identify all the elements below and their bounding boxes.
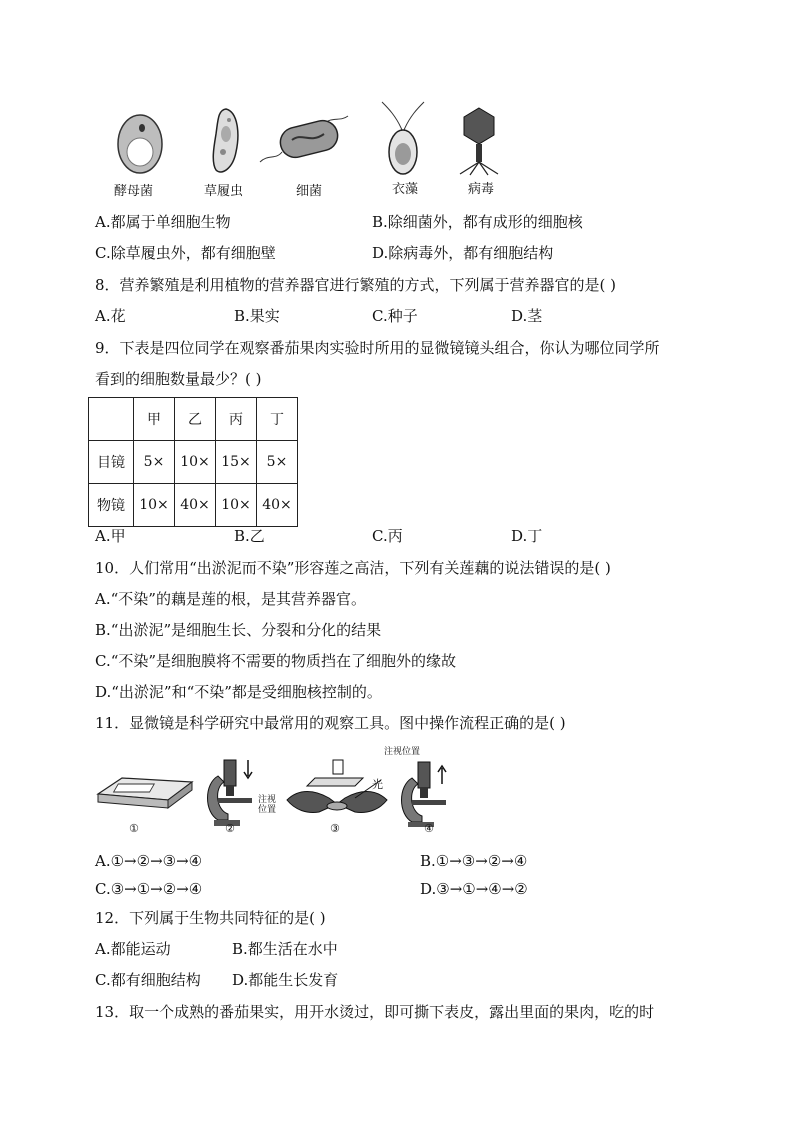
table-cell: 目镜 bbox=[89, 441, 134, 484]
table-header-row bbox=[89, 398, 298, 441]
q12-option-c: C.都有细胞结构 bbox=[95, 971, 201, 989]
q7-option-c: C.除草履虫外，都有细胞壁 bbox=[95, 244, 276, 262]
q7-option-a: A.都属于单细胞生物 bbox=[95, 213, 231, 231]
q9-stem-line2: 看到的细胞数量最少？( ) bbox=[95, 370, 262, 388]
q8-option-b: B.果实 bbox=[234, 307, 280, 325]
step-number-1: ① bbox=[129, 822, 139, 835]
virus-image bbox=[452, 106, 506, 176]
light-label: 光 bbox=[372, 778, 383, 791]
q10-option-d: D.“出淤泥”和“不染”都是受细胞核控制的。 bbox=[95, 683, 382, 701]
q8-stem: 8．营养繁殖是利用植物的营养器官进行繁殖的方式，下列属于营养器官的是( ) bbox=[95, 276, 617, 294]
table-cell: 15× bbox=[216, 441, 257, 484]
table-cell: 丁 bbox=[257, 398, 298, 441]
step4-microscope-image bbox=[394, 760, 452, 828]
step-number-3: ③ bbox=[330, 822, 340, 835]
table-cell: 40× bbox=[175, 484, 216, 527]
q9-option-b: B.乙 bbox=[234, 527, 265, 545]
yeast-image bbox=[114, 112, 166, 176]
q11-option-a: A.①→②→③→④ bbox=[95, 852, 203, 870]
watch-position-label-4: 注视位置 bbox=[384, 747, 421, 757]
q10-option-a: A.“不染”的藕是莲的根，是其营养器官。 bbox=[95, 590, 366, 608]
q7-option-d: D.除病毒外，都有细胞结构 bbox=[372, 244, 554, 262]
table-cell: 10× bbox=[134, 484, 175, 527]
table-row bbox=[89, 441, 298, 484]
q13-stem: 13．取一个成熟的番茄果实，用开水烫过，即可撕下表皮，露出里面的果肉，吃的时 bbox=[95, 1003, 655, 1021]
table-cell bbox=[89, 398, 134, 441]
table-cell: 5× bbox=[134, 441, 175, 484]
q11-stem: 11．显微镜是科学研究中最常用的观察工具。图中操作流程正确的是( ) bbox=[95, 714, 566, 732]
step-number-2: ② bbox=[225, 822, 235, 835]
organism-label-yeast: 酵母菌 bbox=[114, 184, 154, 199]
q12-option-b: B.都生活在水中 bbox=[232, 940, 338, 958]
q10-option-c: C.“不染”是细胞膜将不需要的物质挡在了细胞外的缘故 bbox=[95, 652, 457, 670]
table-cell: 乙 bbox=[175, 398, 216, 441]
q8-option-c: C.种子 bbox=[372, 307, 418, 325]
organism-label-paramecium: 草履虫 bbox=[204, 184, 244, 199]
table-cell: 5× bbox=[257, 441, 298, 484]
q10-option-b: B.“出淤泥”是细胞生长、分裂和分化的结果 bbox=[95, 621, 382, 639]
table-row bbox=[89, 484, 298, 527]
chlamydomonas-image bbox=[380, 100, 426, 176]
table-cell: 10× bbox=[175, 441, 216, 484]
q9-stem-line1: 9．下表是四位同学在观察番茄果肉实验时所用的显微镜镜头组合，你认为哪位同学所 bbox=[95, 339, 660, 357]
magnification-table bbox=[88, 397, 298, 527]
table-cell: 40× bbox=[257, 484, 298, 527]
bacterium-image bbox=[258, 114, 352, 166]
q9-option-d: D.丁 bbox=[511, 527, 543, 545]
step2-microscope-image bbox=[200, 756, 258, 828]
q7-option-b: B.除细菌外，都有成形的细胞核 bbox=[372, 213, 583, 231]
step1-slide-image bbox=[96, 774, 194, 820]
table-cell: 物镜 bbox=[89, 484, 134, 527]
table-cell: 丙 bbox=[216, 398, 257, 441]
q11-option-b: B.①→③→②→④ bbox=[420, 852, 528, 870]
paramecium-image bbox=[208, 106, 244, 178]
q8-option-a: A.花 bbox=[95, 307, 126, 325]
organism-label-virus: 病毒 bbox=[468, 182, 495, 197]
organism-label-chlamydomonas: 衣藻 bbox=[392, 182, 419, 197]
q11-option-c: C.③→①→②→④ bbox=[95, 880, 203, 898]
q12-option-a: A.都能运动 bbox=[95, 940, 171, 958]
q12-option-d: D.都能生长发育 bbox=[232, 971, 339, 989]
q10-stem: 10．人们常用“出淤泥而不染”形容莲之高洁，下列有关莲藕的说法错误的是( ) bbox=[95, 559, 611, 577]
q9-option-a: A.甲 bbox=[95, 527, 126, 545]
q12-stem: 12．下列属于生物共同特征的是( ) bbox=[95, 909, 326, 927]
table-cell: 甲 bbox=[134, 398, 175, 441]
watch-position-label-2: 注视 位置 bbox=[258, 795, 277, 815]
table-cell: 10× bbox=[216, 484, 257, 527]
organism-label-bacterium: 细菌 bbox=[296, 184, 323, 199]
q9-option-c: C.丙 bbox=[372, 527, 403, 545]
q11-option-d: D.③→①→④→② bbox=[420, 880, 528, 898]
step-number-4: ④ bbox=[424, 822, 434, 835]
q8-option-d: D.茎 bbox=[511, 307, 543, 325]
